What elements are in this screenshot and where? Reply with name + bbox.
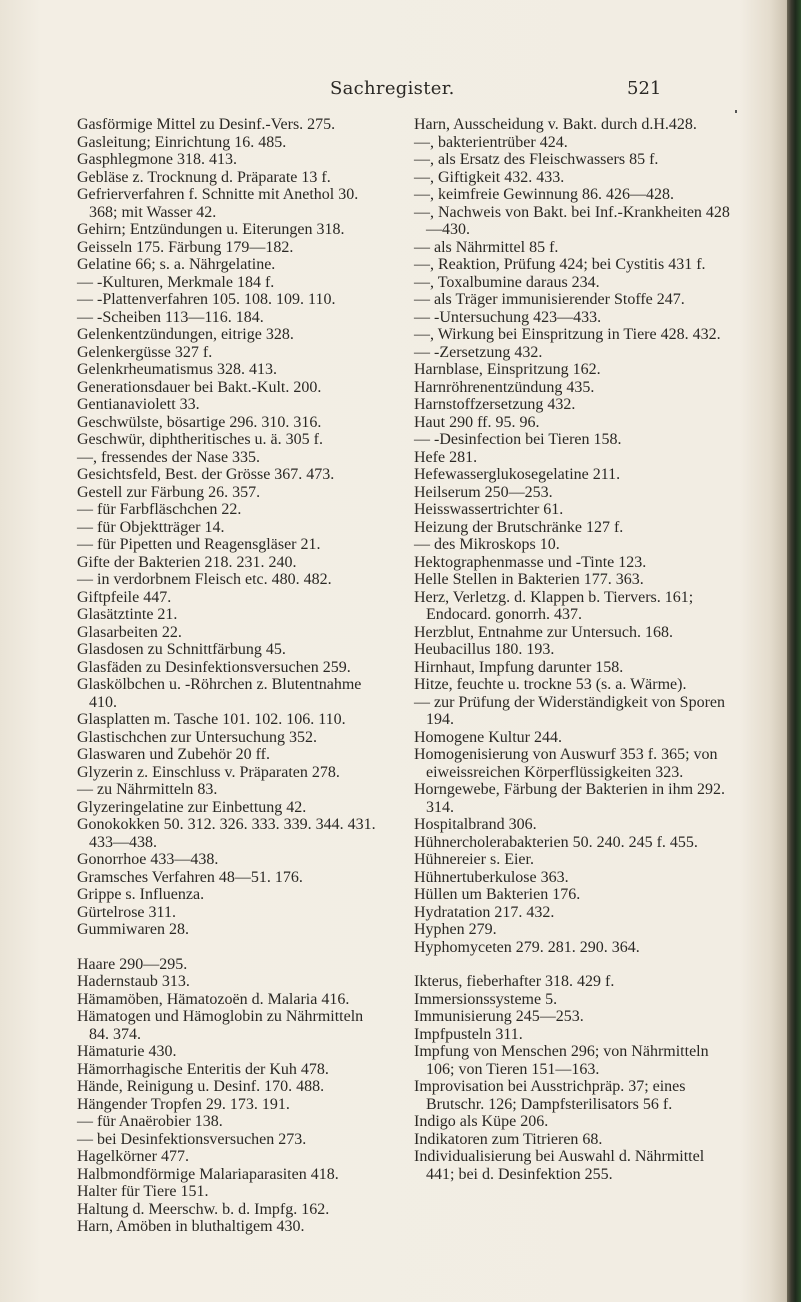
index-entry: — für Farbfläschchen 22. xyxy=(77,501,242,518)
index-entry: Glyzeringelatine zur Einbettung 42. xyxy=(77,798,307,816)
index-entry: Haut 290 ff. 95. 96. xyxy=(414,413,540,431)
index-entry: Immunisierung 245—253. xyxy=(414,1008,584,1025)
index-entry: Glyzerin z. Einschluss v. Präparaten 278. xyxy=(77,763,340,781)
index-entry: Hängender Tropfen 29. 173. 191. xyxy=(77,1095,290,1113)
book-binding-edge xyxy=(787,0,801,1302)
index-entry: Harnröhrenentzündung 435. xyxy=(414,378,595,396)
index-entry: Impfpusteln 311. xyxy=(414,1025,523,1043)
index-column-right xyxy=(414,116,734,1183)
page-number: 521 xyxy=(627,78,662,99)
index-entry: Hirnhaut, Impfung darunter 158. xyxy=(414,658,624,676)
index-entry: Gramsches Verfahren 48—51. 176. xyxy=(77,868,303,886)
index-column-left xyxy=(77,116,387,1236)
index-entry: Geisseln 175. Färbung 179—182. xyxy=(77,238,294,256)
index-entry: Halbmondförmige Malariaparasiten 418. xyxy=(77,1165,339,1183)
index-entry: —, Toxalbumine daraus 234. xyxy=(414,273,600,291)
index-entry: — zu Nährmitteln 83. xyxy=(77,781,218,798)
index-entry: Harnblase, Einspritzung 162. xyxy=(414,361,601,378)
index-entry: Gesichtsfeld, Best. der Grösse 367. 473. xyxy=(77,466,335,483)
index-entry: Geschwülste, bösartige 296. 310. 316. xyxy=(77,413,322,431)
index-entry: Gelatine 66; s. a. Nährgelatine. xyxy=(77,256,276,273)
page-header xyxy=(0,78,801,104)
index-entry: — für Pipetten und Reagensgläser 21. xyxy=(77,536,321,553)
index-entry: Glasdosen zu Schnittfärbung 45. xyxy=(77,641,286,658)
index-entry: — als Nährmittel 85 f. xyxy=(414,238,559,256)
index-entry: Harnstoffzersetzung 432. xyxy=(414,396,576,413)
index-entry: — zur Prüfung der Widerständigkeit von Sporen 194. xyxy=(414,693,725,728)
index-entry: —, bakterientrüber 424. xyxy=(414,133,568,151)
index-entry: Gummiwaren 28. xyxy=(77,921,189,938)
index-entry: Immersionssysteme 5. xyxy=(414,990,558,1008)
index-entry: Hagelkörner 477. xyxy=(77,1148,189,1165)
index-entry: Glaskölbchen u. -Röhrchen z. Blutentnahme 410. xyxy=(77,676,362,711)
index-entry: Hämorrhagische Enteritis der Kuh 478. xyxy=(77,1060,329,1078)
index-entry: Hämamöben, Hämatozoën d. Malaria 416. xyxy=(77,990,350,1008)
index-entry: — in verdorbnem Fleisch etc. 480. 482. xyxy=(77,571,332,588)
index-entry: Gehirn; Entzündungen u. Eiterungen 318. xyxy=(77,221,345,238)
index-entry: Herzblut, Entnahme zur Untersuch. 168. xyxy=(414,623,674,641)
index-entry: —, keimfreie Gewinnung 86. 426—428. xyxy=(414,186,674,203)
index-entry: Glasarbeiten 22. xyxy=(77,623,182,641)
index-entry: — -Kulturen, Merkmale 184 f. xyxy=(77,273,275,291)
index-entry: Gonokokken 50. 312. 326. 333. 339. 344. 431. 433—438. xyxy=(77,816,376,851)
index-entry: Haltung d. Meerschw. b. d. Impfg. 162. xyxy=(77,1200,330,1218)
index-entry: — -Desinfection bei Tieren 158. xyxy=(414,431,622,448)
index-entry: Gelenkergüsse 327 f. xyxy=(77,343,213,361)
index-entry: Indigo als Küpe 206. xyxy=(414,1113,549,1130)
index-entry: — -Zersetzung 432. xyxy=(414,343,543,361)
index-entry: Gonorrhoe 433—438. xyxy=(77,851,219,868)
index-entry: Gürtelrose 311. xyxy=(77,903,176,921)
index-entry: Homogene Kultur 244. xyxy=(414,728,562,746)
index-entry: — als Träger immunisierender Stoffe 247. xyxy=(414,291,685,308)
index-entry: Harn, Amöben in bluthaltigem 430. xyxy=(77,1218,305,1235)
index-entry: Geschwür, diphtheritisches u. ä. 305 f. xyxy=(77,431,323,448)
index-entry: Hyphomyceten 279. 281. 290. 364. xyxy=(414,938,640,956)
index-entry: Hämaturie 430. xyxy=(77,1043,177,1060)
index-entry: Heizung der Brutschränke 127 f. xyxy=(414,518,624,536)
index-entry: Hydratation 217. 432. xyxy=(414,903,555,921)
index-entry: Harn, Ausscheidung v. Bakt. durch d.H.428. xyxy=(414,116,697,133)
index-entry: —, Giftigkeit 432. 433. xyxy=(414,168,565,186)
index-entry: —, als Ersatz des Fleischwassers 85 f. xyxy=(414,151,659,168)
margin-mark xyxy=(735,110,737,113)
running-title: Sachregister. xyxy=(330,78,455,99)
index-entry: Gasförmige Mittel zu Desinf.-Vers. 275. xyxy=(77,116,336,133)
index-entry: Hospitalbrand 306. xyxy=(414,816,537,833)
index-entry: Glasätztinte 21. xyxy=(77,606,178,623)
index-entry: Gelenkrheumatismus 328. 413. xyxy=(77,361,277,378)
index-entry: — -Plattenverfahren 105. 108. 109. 110. xyxy=(77,291,336,308)
index-entry: Glasplatten m. Tasche 101. 102. 106. 110. xyxy=(77,711,346,728)
index-entry: Gelenkentzündungen, eitrige 328. xyxy=(77,326,294,343)
index-entry: Gentianaviolett 33. xyxy=(77,396,200,413)
index-entry: Hühnertuberkulose 363. xyxy=(414,868,569,886)
index-entry: —, Wirkung bei Einspritzung in Tiere 428. 432. xyxy=(414,326,721,343)
index-entry: Heubacillus 180. 193. xyxy=(414,641,555,658)
index-entry: —, fressendes der Nase 335. xyxy=(77,448,261,466)
index-entry: —, Nachweis von Bakt. bei Inf.-Krankheiten 428—430. xyxy=(414,203,730,238)
index-entry: Individualisierung bei Auswahl d. Nährmittel 441; bei d. Desinfektion 255. xyxy=(414,1148,705,1183)
index-entry: — für Objektträger 14. xyxy=(77,518,225,536)
index-entry: Hühnercholerabakterien 50. 240. 245 f. 455. xyxy=(414,833,698,851)
index-entry: Helle Stellen in Bakterien 177. 363. xyxy=(414,571,644,588)
index-entry: Hände, Reinigung u. Desinf. 170. 488. xyxy=(77,1078,325,1095)
index-entry: Homogenisierung von Auswurf 353 f. 365; von eiweissreichen Körperflüssigkeiten 323. xyxy=(414,746,718,781)
index-entry: Hitze, feuchte u. trockne 53 (s. a. Wärme). xyxy=(414,676,687,693)
index-entry: Heilserum 250—253. xyxy=(414,483,553,501)
index-entry: Horngewebe, Färbung der Bakterien in ihm 292. 314. xyxy=(414,781,726,816)
index-entry: Hühnereier s. Eier. xyxy=(414,851,534,868)
index-entry: Hektographenmasse und -Tinte 123. xyxy=(414,553,647,571)
index-entry: Gasphlegmone 318. 413. xyxy=(77,151,237,168)
index-entry: Gifte der Bakterien 218. 231. 240. xyxy=(77,553,297,571)
index-entry: —, Reaktion, Prüfung 424; bei Cystitis 431 f. xyxy=(414,256,706,273)
index-entry: Hämatogen und Hämoglobin zu Nährmitteln 84. 374. xyxy=(77,1008,364,1043)
index-entry: — für Anaërobier 138. xyxy=(77,1113,223,1130)
index-entry: Ikterus, fieberhafter 318. 429 f. xyxy=(414,973,615,990)
index-entry: Hefe 281. xyxy=(414,448,478,466)
index-entry: Glastischchen zur Untersuchung 352. xyxy=(77,728,317,746)
index-entry: Hefewasserglukosegelatine 211. xyxy=(414,466,621,483)
index-entry: — bei Desinfektionsversuchen 273. xyxy=(77,1130,307,1148)
index-entry: Gefrierverfahren f. Schnitte mit Anethol 30. 368; mit Wasser 42. xyxy=(77,186,359,221)
index-entry: Indikatoren zum Titrieren 68. xyxy=(414,1130,603,1148)
index-entry: Generationsdauer bei Bakt.-Kult. 200. xyxy=(77,378,322,396)
index-entry: Haare 290—295. xyxy=(77,955,188,973)
index-entry: Glasfäden zu Desinfektionsversuchen 259. xyxy=(77,658,351,676)
index-entry: Giftpfeile 447. xyxy=(77,588,172,606)
index-entry: Gasleitung; Einrichtung 16. 485. xyxy=(77,133,287,151)
index-entry: Impfung von Menschen 296; von Nährmitteln 106; von Tieren 151—163. xyxy=(414,1043,709,1078)
index-entry: Hüllen um Bakterien 176. xyxy=(414,886,581,903)
index-entry: Heisswassertrichter 61. xyxy=(414,501,564,518)
index-entry: Halter für Tiere 151. xyxy=(77,1183,209,1200)
index-entry: Hadernstaub 313. xyxy=(77,973,190,990)
index-entry: — des Mikroskops 10. xyxy=(414,536,560,553)
section-gap xyxy=(77,939,387,956)
index-entry: Gebläse z. Trocknung d. Präparate 13 f. xyxy=(77,168,331,186)
index-entry: Gestell zur Färbung 26. 357. xyxy=(77,483,261,501)
section-gap xyxy=(414,956,734,973)
index-entry: Improvisation bei Ausstrichpräp. 37; eines Brutschr. 126; Dampfsterilisators 56 f. xyxy=(414,1078,686,1113)
index-entry: — -Untersuchung 423—433. xyxy=(414,308,602,326)
index-entry: Grippe s. Influenza. xyxy=(77,886,205,903)
index-entry: — -Scheiben 113—116. 184. xyxy=(77,308,264,326)
index-entry: Hyphen 279. xyxy=(414,921,497,938)
index-entry: Glaswaren und Zubehör 20 ff. xyxy=(77,746,270,763)
index-entry: Herz, Verletzg. d. Klappen b. Tiervers. 161; Endocard. gonorrh. 437. xyxy=(414,588,694,623)
